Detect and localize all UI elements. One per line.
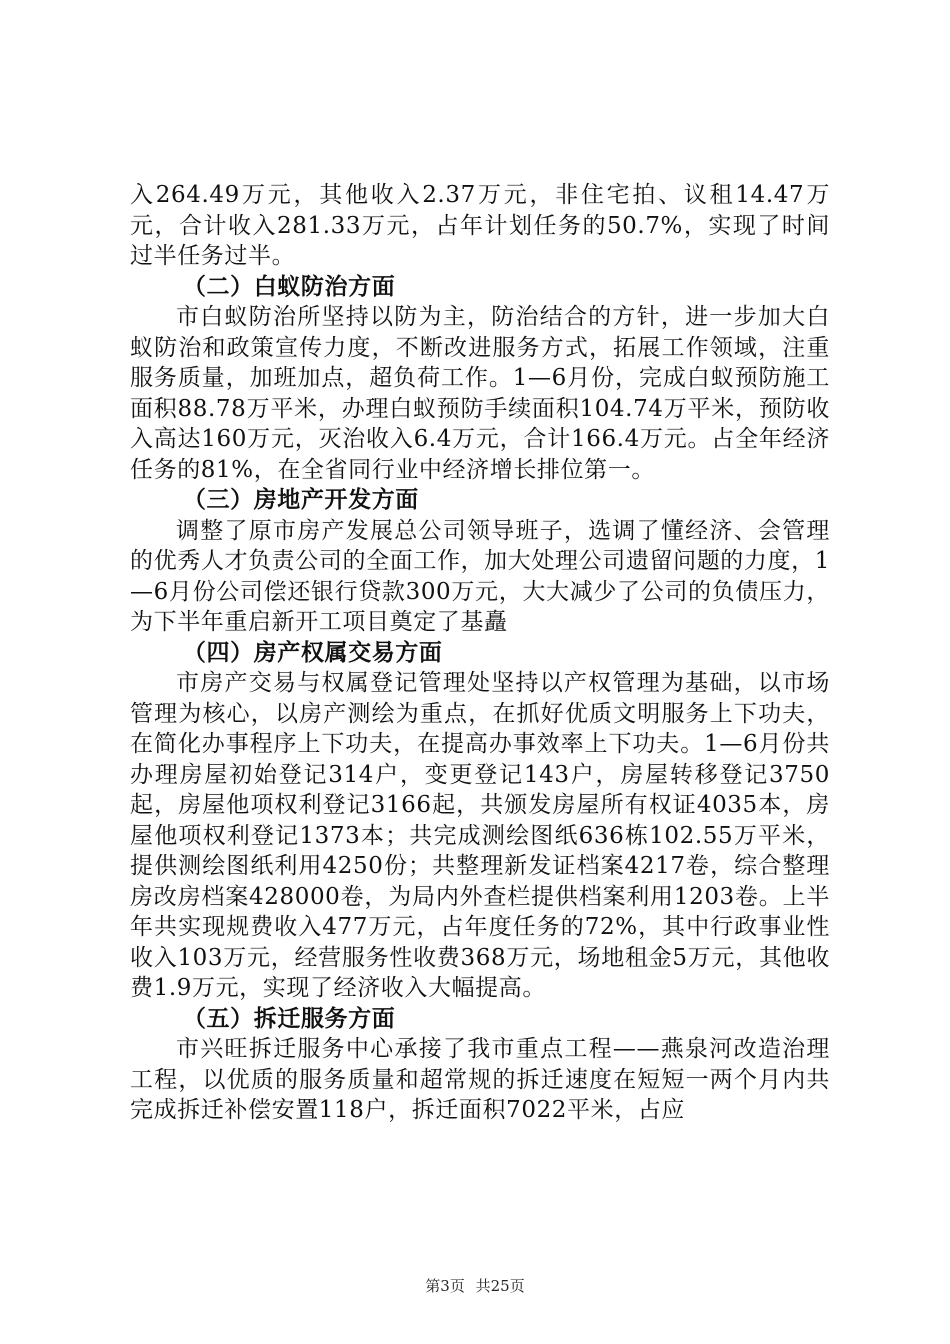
section-heading-termite-control: （二）白蚁防治方面: [182, 272, 396, 300]
paragraph-continued: 入264.49万元，其他收入2.37万元，非住宅拍、议租14.47万元，合计收入281.33万元，占年计划任务的50.7%，实现了时间过半任务过半。: [130, 182, 830, 269]
page-number: 第3页: [425, 1277, 465, 1295]
section-heading-demolition-services: （五）拆迁服务方面: [182, 1004, 396, 1032]
paragraph-property-rights-trading: 市房产交易与权属登记管理处坚持以产权管理为基础，以市场管理为核心，以房产测绘为重点，在抓好优质文明服务上下功夫，在简化办事程序上下功夫，在提高办事效率上下功夫。1—6月份共办理房屋初始登记314户，变更登记143户，房屋转移登记3750起，房屋他项权利登记3166起，共颁发房屋所有权证4035本，房屋他项权利登记1373本；共完成测绘图纸636栋102.55万平米，提供测绘图纸利用4250份；共整理新发证档案4217卷，综合整理房改房档案428000卷，为局内外查栏提供档案利用1203卷。上半年共实现规费收入477万元，占年度任务的72%，其中行政事业性收入103万元，经营服务性收费368万元，场地租金5万元，其他收费1.9万元，实现了经济收入大幅提高。: [130, 670, 830, 1001]
paragraph-termite-control: 市白蚁防治所坚持以防为主，防治结合的方针，进一步加大白蚁防治和政策宣传力度，不断改进服务方式，拓展工作领域，注重服务质量，加班加点，超负荷工作。1—6月份，完成白蚁预防施工面积88.78万平米，办理白蚁预防手续面积104.74万平米，预防收入高达160万元，灭治收入6.4万元，合计166.4万元。占全年经济任务的81%，在全省同行业中经济增长排位第一。: [130, 304, 830, 483]
paragraph-real-estate-development: 调整了原市房产发展总公司领导班子，选调了懂经济、会管理的优秀人才负责公司的全面工作，加大处理公司遗留问题的力度，1—6月份公司偿还银行贷款300万元，大大减少了公司的负债压力，为下半年重启新开工项目奠定了基矗: [130, 517, 830, 635]
section-heading-property-rights-trading: （四）房产权属交易方面: [182, 638, 443, 666]
page-total: 共25页: [475, 1277, 525, 1295]
section-heading-real-estate-development: （三）房地产开发方面: [182, 486, 419, 513]
paragraph-demolition-services: 市兴旺拆迁服务中心承接了我市重点工程——燕泉河改造治理工程，以优质的服务质量和超常规的拆迁速度在短短一两个月内共完成拆迁补偿安置118户，拆迁面积7022平米，占应: [130, 1036, 830, 1123]
page-footer: [0, 1276, 950, 1296]
document-body: [130, 180, 830, 1126]
